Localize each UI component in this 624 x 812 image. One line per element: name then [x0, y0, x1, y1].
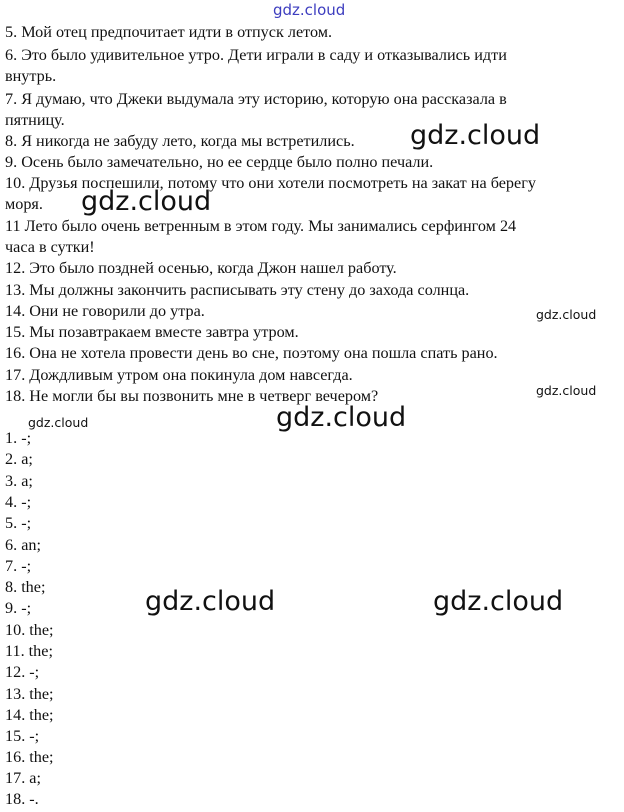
answer-line: 18. -.: [5, 790, 39, 808]
answer-line: 17. a;: [5, 769, 41, 787]
sentence-line: внутрь.: [5, 67, 57, 85]
sentence-line: 12. Это было поздней осенью, когда Джон нашел работу.: [5, 259, 397, 277]
answer-line: 10. the;: [5, 621, 54, 639]
answer-line: 15. -;: [5, 727, 40, 745]
answer-line: 7. -;: [5, 557, 32, 575]
sentence-line: 14. Они не говорили до утра.: [5, 302, 205, 320]
answer-line: 9. -;: [5, 599, 32, 617]
sentence-line: 9. Осень было замечательно, но ее сердце было полно печали.: [5, 153, 434, 171]
sentence-line: 13. Мы должны закончить расписывать эту стену до захода солнца.: [5, 281, 470, 299]
sentence-line: 5. Мой отец предпочитает идти в отпуск летом.: [5, 23, 333, 41]
watermark-top: gdz.cloud: [273, 1, 346, 19]
sentence-line: 17. Дождливым утром она покинула дом навсегда.: [5, 366, 353, 384]
watermark: gdz.cloud: [433, 586, 564, 617]
answer-line: 2. a;: [5, 450, 33, 468]
sentence-line: 10. Друзья поспешили, потому что они хотели посмотреть на закат на берегу: [5, 174, 536, 192]
sentence-line: 15. Мы позавтракаем вместе завтра утром.: [5, 323, 299, 341]
sentence-line: 7. Я думаю, что Джеки выдумала эту историю, которую она рассказала в: [5, 90, 507, 108]
watermark: gdz.cloud: [145, 586, 276, 617]
watermark: gdz.cloud: [536, 383, 597, 398]
sentence-line: 16. Она не хотела провести день во сне, поэтому она пошла спать рано.: [5, 344, 498, 362]
answer-line: 11. the;: [5, 642, 53, 660]
answer-line: 3. a;: [5, 472, 33, 490]
sentence-line: часа в сутки!: [5, 238, 95, 256]
answer-line: 6. an;: [5, 536, 41, 554]
answer-line: 14. the;: [5, 706, 54, 724]
sentence-line: моря.: [5, 195, 43, 213]
answer-line: 5. -;: [5, 514, 32, 532]
answer-line: 8. the;: [5, 578, 46, 596]
sentence-line: 6. Это было удивительное утро. Дети играли в саду и отказывались идти: [5, 46, 507, 64]
answer-line: 1. -;: [5, 429, 32, 447]
answer-line: 4. -;: [5, 493, 32, 511]
answer-line: 13. the;: [5, 685, 54, 703]
answer-line: 12. -;: [5, 663, 40, 681]
watermark: gdz.cloud: [28, 415, 89, 430]
sentence-line: пятницу.: [5, 111, 65, 129]
watermark: gdz.cloud: [536, 307, 597, 322]
answer-line: 16. the;: [5, 748, 54, 766]
watermark: gdz.cloud: [81, 186, 212, 217]
sentence-line: 11 Лето было очень ветренным в этом году. Мы занимались серфингом 24: [5, 217, 517, 235]
sentence-line: 18. Не могли бы вы позвонить мне в четверг вечером?: [5, 387, 379, 405]
watermark: gdz.cloud: [410, 120, 541, 151]
watermark: gdz.cloud: [276, 402, 407, 433]
sentence-line: 8. Я никогда не забуду лето, когда мы встретились.: [5, 132, 355, 150]
